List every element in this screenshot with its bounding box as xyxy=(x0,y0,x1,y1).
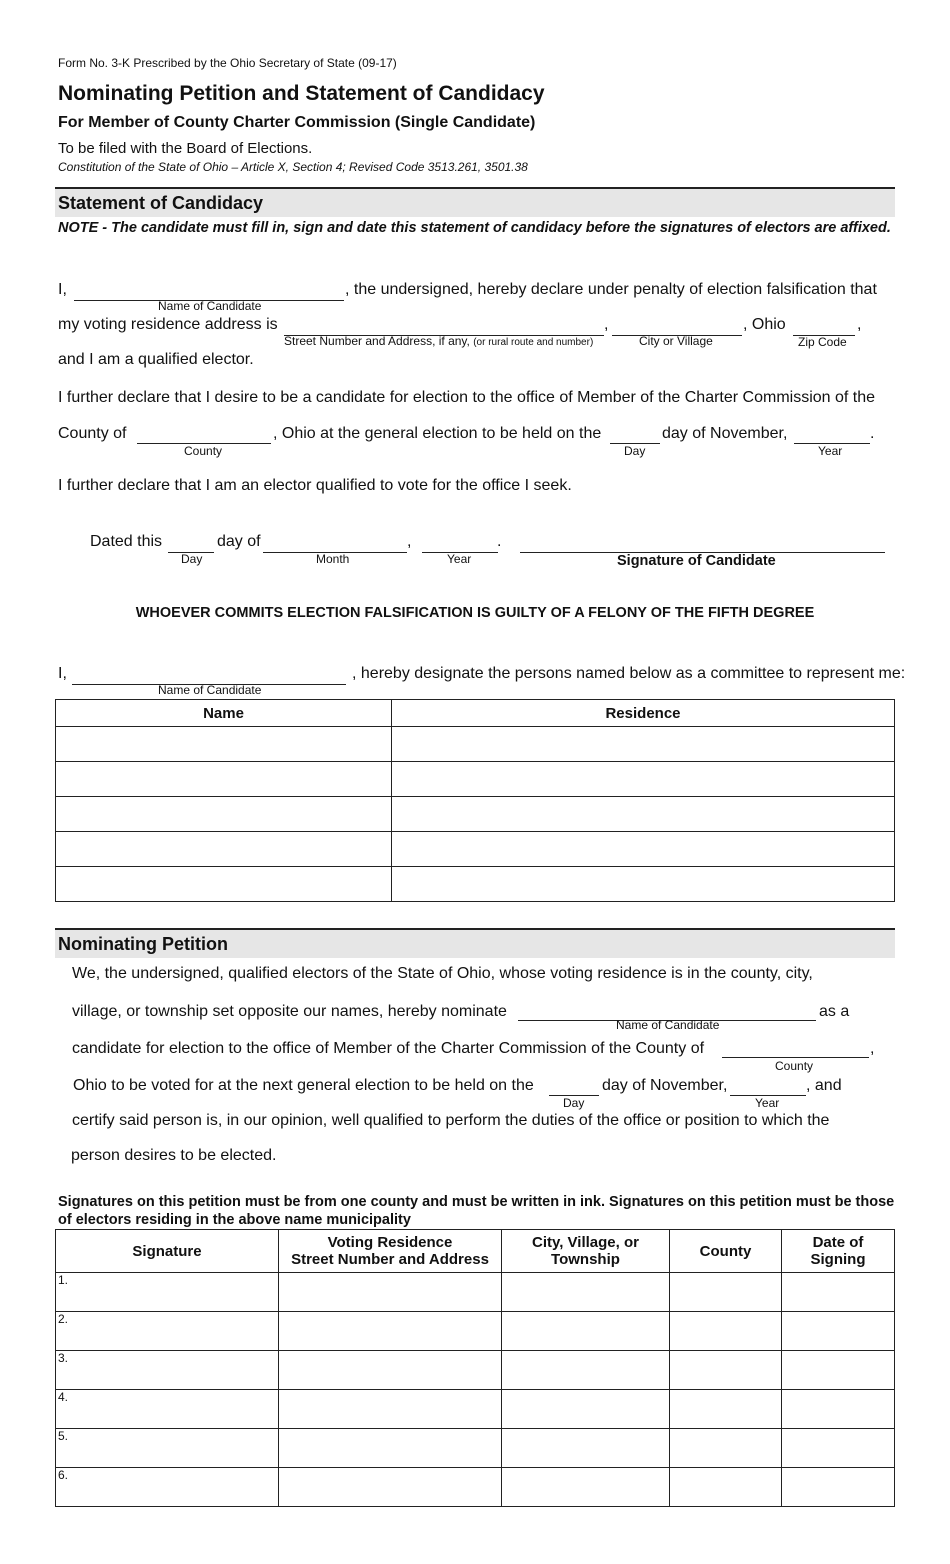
date-cell[interactable] xyxy=(782,1273,895,1312)
committee-residence-cell[interactable] xyxy=(392,867,895,902)
table-row xyxy=(56,727,895,762)
felony-warning: WHOEVER COMMITS ELECTION FALSIFICATION IS GUILTY OF A FELONY OF THE FIFTH DEGREE xyxy=(135,605,815,621)
nominee-name-label: Name of Candidate xyxy=(616,1018,720,1032)
signature-cell[interactable] xyxy=(56,1312,279,1351)
dated-day-label: Day xyxy=(181,552,203,566)
date-cell[interactable] xyxy=(782,1390,895,1429)
committee-header-name: Name xyxy=(56,700,392,727)
elector-qualified-text: I further declare that I am an elector qualified to vote for the office I seek. xyxy=(58,477,572,494)
committee-name-cell[interactable] xyxy=(56,832,392,867)
signature-cell[interactable] xyxy=(56,1468,279,1507)
committee-residence-cell[interactable] xyxy=(392,832,895,867)
committee-name-cell[interactable] xyxy=(56,867,392,902)
row-number: 5. xyxy=(58,1429,69,1443)
committee-name-cell[interactable] xyxy=(56,797,392,832)
header-city-village-township: City, Village, or Township xyxy=(502,1230,670,1273)
residence-cell[interactable] xyxy=(279,1468,502,1507)
comma-2: , xyxy=(857,316,862,333)
comma-1: , xyxy=(604,316,609,333)
petition-day-label: Day xyxy=(563,1096,585,1110)
petition-line-4-end: , and xyxy=(806,1077,842,1094)
period-2: . xyxy=(497,533,502,550)
committee-table xyxy=(55,699,895,902)
legal-citation: Constitution of the State of Ohio – Article X, Section 4; Revised Code 3513.261, 3501.38 xyxy=(58,160,528,174)
city-cell[interactable] xyxy=(502,1429,670,1468)
committee-name-cell[interactable] xyxy=(56,762,392,797)
row-number: 1. xyxy=(58,1273,69,1287)
petition-county-label: County xyxy=(775,1059,814,1073)
dated-year-label: Year xyxy=(447,552,472,566)
city-cell[interactable] xyxy=(502,1351,670,1390)
row-number: 3. xyxy=(58,1351,69,1365)
election-date-text: , Ohio at the general election to be held on the xyxy=(273,425,602,442)
committee-residence-cell[interactable] xyxy=(392,727,895,762)
committee-residence-cell[interactable] xyxy=(392,762,895,797)
office-declaration-text: I further declare that I desire to be a candidate for election to the office of Member of the Charter Commission of the xyxy=(58,389,876,406)
statement-note: NOTE - The candidate must fill in, sign and date this statement of candidacy before the signatures of electors are affixed. xyxy=(58,220,891,236)
street-label-main: Street Number and Address, if any, xyxy=(284,334,470,348)
table-row xyxy=(56,1351,895,1390)
line1-start: I, xyxy=(58,281,67,298)
petition-year-label: Year xyxy=(755,1096,780,1110)
signature-cell[interactable] xyxy=(56,1390,279,1429)
street-label-small: (or rural route and number) xyxy=(473,337,594,348)
table-row xyxy=(56,797,895,832)
residence-cell[interactable] xyxy=(279,1429,502,1468)
line1-end: , the undersigned, hereby declare under penalty of election falsification that xyxy=(345,281,877,298)
petition-line-5: certify said person is, in our opinion, well qualified to perform the duties of the office or position to which the xyxy=(72,1112,830,1129)
row-number: 2. xyxy=(58,1312,69,1326)
table-row xyxy=(56,1468,895,1507)
committee-header-row xyxy=(56,700,895,727)
qualified-elector-text: and I am a qualified elector. xyxy=(58,351,254,368)
zip-code-label: Zip Code xyxy=(798,335,847,349)
row-number: 6. xyxy=(58,1468,69,1482)
county-cell[interactable] xyxy=(670,1429,782,1468)
form-subtitle: For Member of County Charter Commission (Single Candidate) xyxy=(58,114,536,131)
signature-table xyxy=(55,1229,895,1507)
city-cell[interactable] xyxy=(502,1273,670,1312)
signature-cell[interactable] xyxy=(56,1351,279,1390)
dated-this-text: Dated this xyxy=(90,533,163,550)
petition-section-header xyxy=(55,928,895,958)
table-row xyxy=(56,1390,895,1429)
day-of-text: day of xyxy=(217,533,261,550)
period-1: . xyxy=(870,425,875,442)
petition-line-4-start: Ohio to be voted for at the next general election to be held on the xyxy=(73,1077,534,1094)
petition-line-6: person desires to be elected. xyxy=(71,1147,277,1164)
city-label: City or Village xyxy=(639,334,713,348)
date-cell[interactable] xyxy=(782,1468,895,1507)
table-row xyxy=(56,1273,895,1312)
date-cell[interactable] xyxy=(782,1429,895,1468)
row-number: 4. xyxy=(58,1390,69,1404)
signature-cell[interactable] xyxy=(56,1273,279,1312)
statement-section-header xyxy=(55,187,895,217)
date-cell[interactable] xyxy=(782,1351,895,1390)
election-day-label: Day xyxy=(624,444,646,458)
city-cell[interactable] xyxy=(502,1312,670,1351)
designating-name-label: Name of Candidate xyxy=(158,683,262,697)
signature-instructions: Signatures on this petition must be from one county and must be written in ink. Signatures on this petition must be those of electors residing in the above name municipality xyxy=(58,1194,895,1228)
table-row xyxy=(56,762,895,797)
table-row xyxy=(56,1312,895,1351)
petition-county-field[interactable] xyxy=(722,1057,869,1058)
county-cell[interactable] xyxy=(670,1390,782,1429)
line2-start: my voting residence address is xyxy=(58,316,278,333)
petition-line-1: We, the undersigned, qualified electors of the State of Ohio, whose voting residence is in the county, city, xyxy=(72,965,813,982)
designate-end: , hereby designate the persons named below as a committee to represent me: xyxy=(352,665,906,682)
dated-month-label: Month xyxy=(316,552,350,566)
petition-line-2-end: as a xyxy=(819,1003,850,1020)
county-cell[interactable] xyxy=(670,1351,782,1390)
committee-header-residence: Residence xyxy=(392,700,895,727)
statement-section-title: Statement of Candidacy xyxy=(58,193,264,213)
day-of-november-text: day of November, xyxy=(662,425,788,442)
petition-line-2-start: village, or township set opposite our names, hereby nominate xyxy=(72,1003,507,1020)
election-year-label: Year xyxy=(818,444,843,458)
header-voting-residence: Voting Residence Street Number and Address xyxy=(279,1230,502,1273)
street-address-label xyxy=(284,334,593,348)
date-cell[interactable] xyxy=(782,1312,895,1351)
residence-cell[interactable] xyxy=(279,1273,502,1312)
county-cell[interactable] xyxy=(670,1273,782,1312)
table-row xyxy=(56,832,895,867)
header-signature: Signature xyxy=(56,1230,279,1273)
header-county: County xyxy=(670,1230,782,1273)
signature-header-row xyxy=(56,1230,895,1273)
residence-cell[interactable] xyxy=(279,1351,502,1390)
designate-start: I, xyxy=(58,665,67,682)
form-number: Form No. 3-K Prescribed by the Ohio Secretary of State (09-17) xyxy=(58,56,397,70)
petition-line-3: candidate for election to the office of Member of the Charter Commission of the County of xyxy=(72,1040,705,1057)
filed-with-text: To be filed with the Board of Elections. xyxy=(58,140,313,157)
form-title: Nominating Petition and Statement of Candidacy xyxy=(58,82,545,105)
candidate-signature-label: Signature of Candidate xyxy=(617,553,776,569)
committee-residence-cell[interactable] xyxy=(392,797,895,832)
ohio-text: , Ohio xyxy=(743,316,786,333)
petition-section-title: Nominating Petition xyxy=(58,934,228,954)
county-cell[interactable] xyxy=(670,1312,782,1351)
candidate-name-label: Name of Candidate xyxy=(158,299,262,313)
county-cell[interactable] xyxy=(670,1468,782,1507)
header-date-of-signing: Date of Signing xyxy=(782,1230,895,1273)
comma-3: , xyxy=(407,533,412,550)
county-of-text: County of xyxy=(58,425,127,442)
committee-name-cell[interactable] xyxy=(56,727,392,762)
table-row xyxy=(56,867,895,902)
petition-day-of-november: day of November, xyxy=(602,1077,728,1094)
city-cell[interactable] xyxy=(502,1390,670,1429)
county-label: County xyxy=(184,444,223,458)
city-cell[interactable] xyxy=(502,1468,670,1507)
residence-cell[interactable] xyxy=(279,1390,502,1429)
signature-cell[interactable] xyxy=(56,1429,279,1468)
residence-cell[interactable] xyxy=(279,1312,502,1351)
table-row xyxy=(56,1429,895,1468)
petition-comma: , xyxy=(870,1040,875,1057)
